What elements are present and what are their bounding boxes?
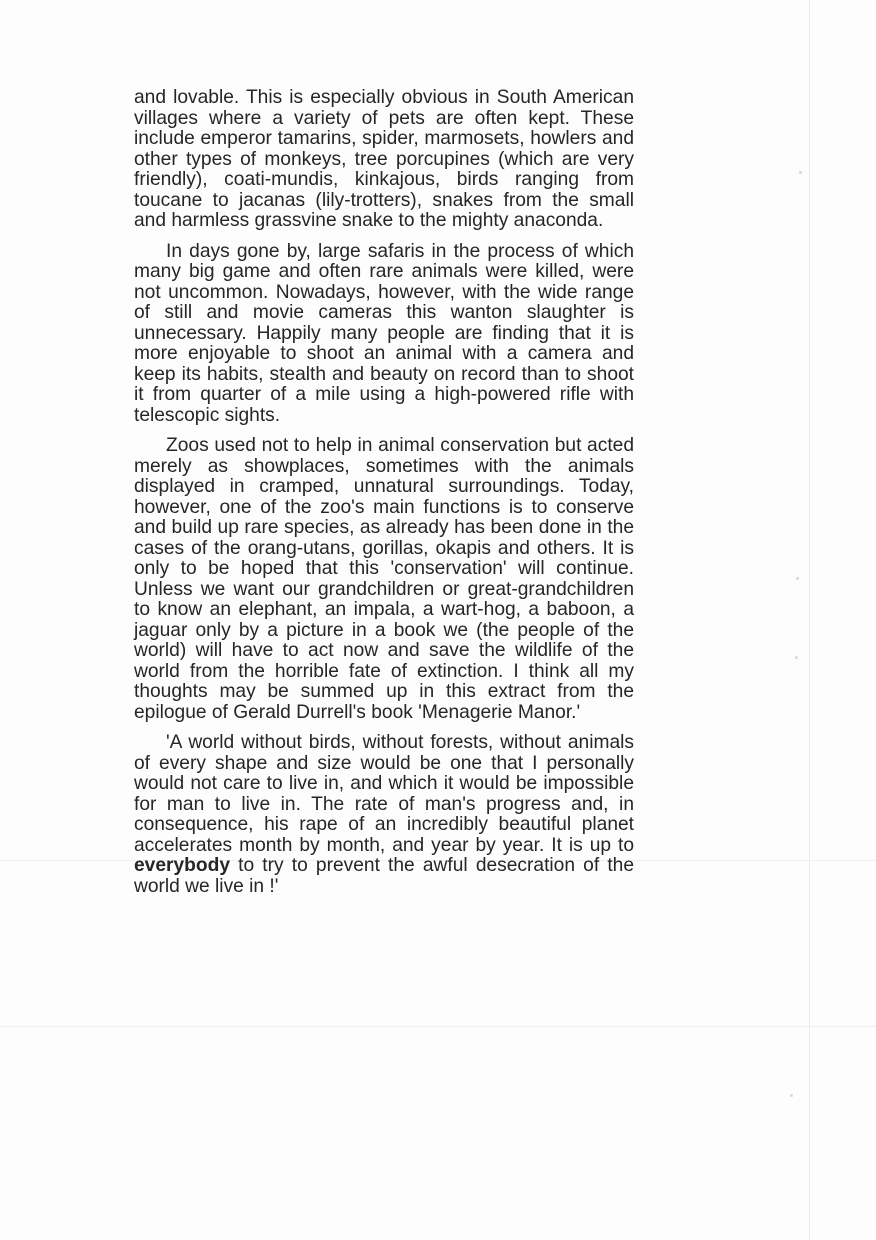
scan-speck xyxy=(796,577,799,580)
scan-speck xyxy=(795,656,798,659)
quote-text-start: 'A world without birds, without forests, without animals of every shape and size would be one that I personally would not care to live in, and which it would be impossible for man to live in. The rate of man's progress and, in consequence, his rape of an incredibly beautiful planet accelerates month by month, and year by year. It is up to xyxy=(134,732,634,856)
paragraph-1: and lovable. This is especially obvious in South American villages where a variety of pets are often kept. These include emperor tamarins, spider, marmosets, howlers and other types of monkeys, tree porcupines (which are very friendly), coati-mundis, kinkajous, birds ranging from toucane to jacanas (lily-trotters), snakes from the small and harmless grassvine snake to the mighty anaconda. xyxy=(134,87,634,231)
paragraph-3: Zoos used not to help in animal conservation but acted merely as showplaces, sometimes with the animals displayed in cramped, unnatural surroundings. Today, however, one of the zoo's main functions is to conserve and build up rare species, as already has been done in the cases of the orang-utans, gorillas, okapis and others. It is only to be hoped that this 'conservation' will continue. Unless we want our grandchildren or great-grandchildren to know an elephant, an impala, a wart-hog, a baboon, a jaguar only by a picture in a book we (the people of the world) will have to act now and save the wildlife of the world from the horrible fate of extinction. I think all my thoughts may be summed up in this extract from the epilogue of Gerald Durrell's book 'Menagerie Manor.' xyxy=(134,435,634,723)
quote-emphasis: everybody xyxy=(134,855,230,876)
paragraph-2: In days gone by, large safaris in the process of which many big game and often rare animals were killed, were not uncommon. Nowadays, however, with the wide range of still and movie cameras this wanton slaughter is unnecessary. Happily many people are finding that it is more enjoyable to shoot an animal with a camera and keep its habits, stealth and beauty on record than to shoot it from quarter of a mile using a high-powered rifle with telescopic sights. xyxy=(134,240,634,426)
scan-artifact-line xyxy=(0,1026,876,1027)
scan-edge-line xyxy=(809,0,810,1240)
scan-speck xyxy=(799,171,802,174)
body-text-column xyxy=(134,88,634,907)
paragraph-4-quote xyxy=(134,733,634,897)
scan-speck xyxy=(790,1094,793,1097)
quote-text-end: to try to prevent the awful desecration of the world we live in !' xyxy=(134,855,634,897)
